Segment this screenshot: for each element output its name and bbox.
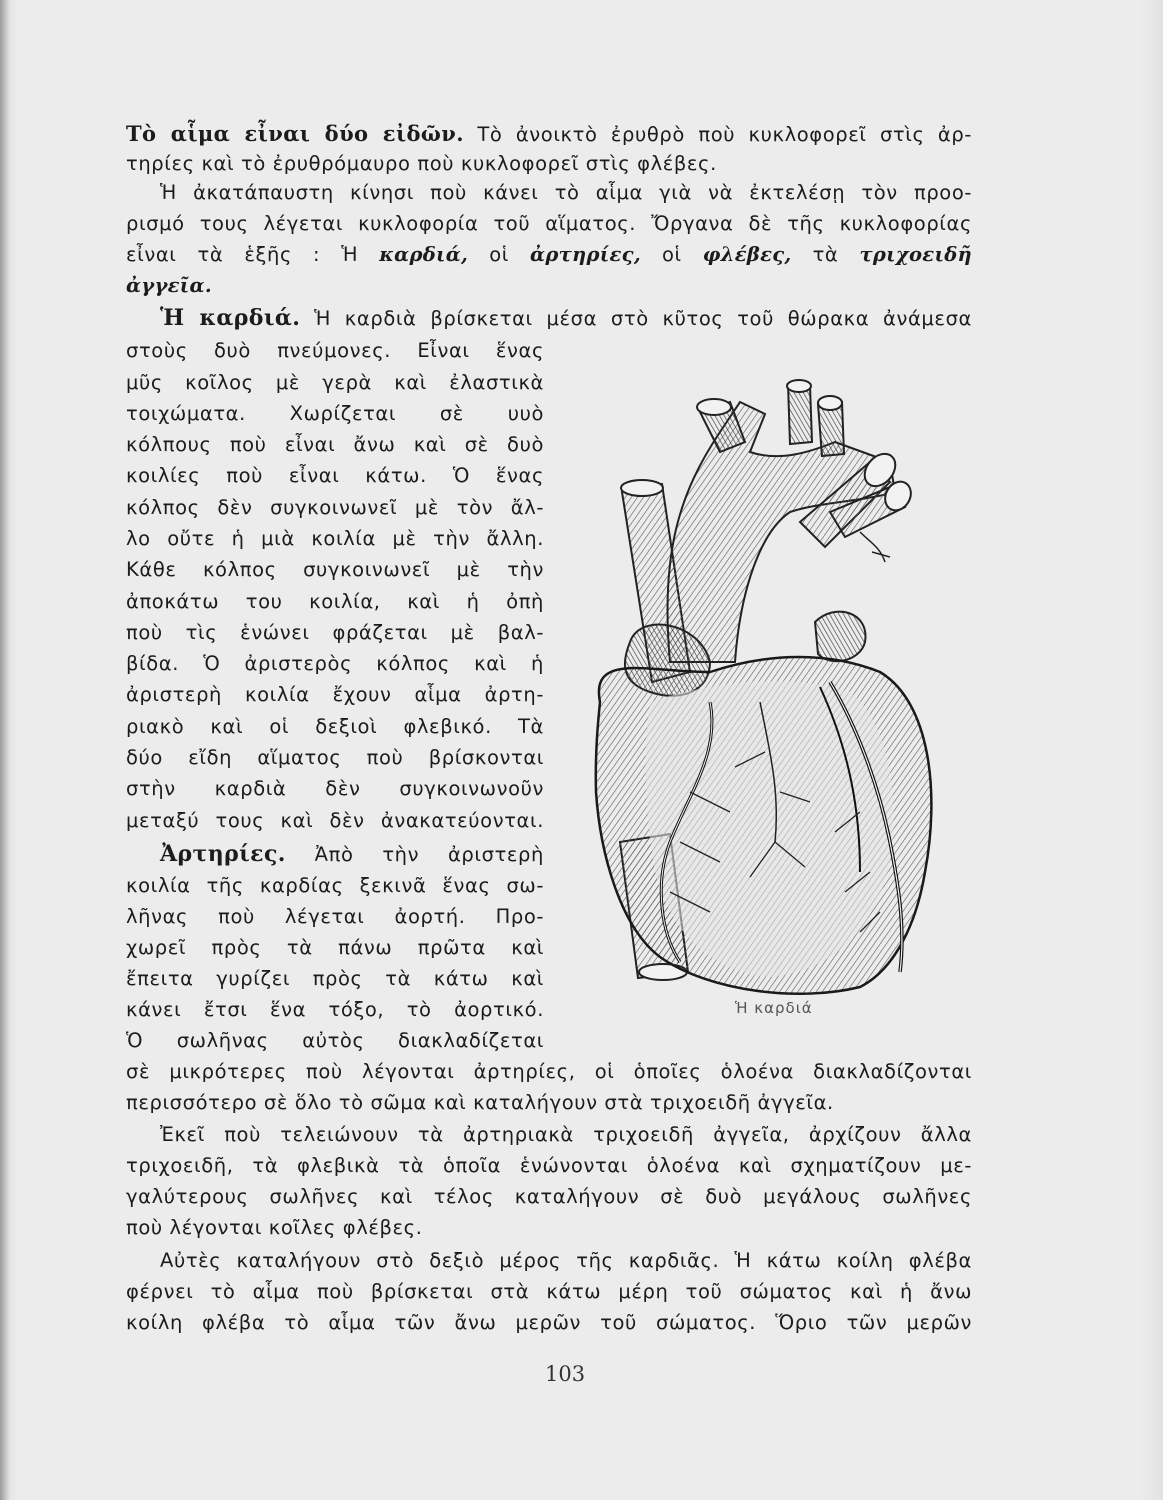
paragraph-3-line-1 (160, 306, 972, 331)
paragraph-1-line-1 (126, 122, 972, 147)
paragraph-3-line-2: στοὺς δυὸ πνεύμονες. Εἶναι ἕνας (126, 339, 544, 362)
heart-illustration (560, 372, 980, 1002)
paragraph-1-line-2: τηρίες καὶ τὸ ἐρυθρόμαυρο ποὺ κυκλοφορεῖ στὶς φλέβες. (126, 152, 717, 175)
term-arteries: ἀρτηρίες, (530, 243, 641, 266)
text-run: Ἡ καρδιὰ βρίσκεται μέσα στὸ κῦτος τοῦ θώρακα ἀνάμεσα (314, 307, 972, 330)
paragraph-4-line-6: κάνει ἔτσι ἕνα τόξο, τὸ ἀορτικό. (126, 998, 544, 1021)
paragraph-5-line-2: τριχοειδῆ, τὰ φλεβικὰ τὰ ὁποῖα ἑνώνονται ὁλοένα καὶ σχηματίζουν με- (126, 1154, 972, 1177)
paragraph-3-line-9: Κάθε κόλπος συγκοινωνεῖ μὲ τὴν (126, 558, 544, 581)
figure-caption: Ἡ καρδιά (735, 999, 813, 1017)
paragraph-4-line-1 (160, 842, 544, 867)
paragraph-4-line-2: κοιλία τῆς καρδίας ξεκινᾶ ἕνας σω- (126, 874, 544, 897)
heart-illustration-icon (560, 372, 980, 1002)
paragraph-6-line-1: Αὐτὲς καταλήγουν στὸ δεξιὸ μέρος τῆς καρδιᾶς. Ἡ κάτω κοίλη φλέβα (160, 1249, 972, 1272)
page-number: 103 (545, 1362, 586, 1386)
page-edge-shadow (0, 0, 10, 1500)
paragraph-3-line-10: ἀποκάτω του κοιλία, καὶ ἡ ὀπὴ (126, 590, 544, 613)
paragraph-4-line-8: σὲ μικρότερες ποὺ λέγονται ἀρτηρίες, οἱ ὁποῖες ὁλοένα διακλαδίζονται (126, 1060, 972, 1083)
paragraph-3-line-12: βίδα. Ὁ ἀριστερὸς κόλπος καὶ ἡ (126, 652, 544, 675)
paragraph-3-line-17: μεταξύ τους καὶ δὲν ἀνακατεύονται. (126, 809, 544, 832)
paragraph-4-line-3: λῆνας ποὺ λέγεται ἀορτή. Προ- (126, 905, 544, 928)
text-run: οἱ (661, 243, 682, 266)
text-run: οἱ (489, 243, 509, 266)
term-vessels: ἀγγεῖα. (126, 274, 212, 297)
paragraph-3-line-3: μῦς κοῖλος μὲ γερὰ καὶ ἐλαστικὰ (126, 371, 544, 394)
paragraph-3-line-15: δύο εἴδη αἵματος ποὺ βρίσκονται (126, 746, 544, 769)
paragraph-4-line-4: χωρεῖ πρὸς τὰ πάνω πρῶτα καὶ (126, 936, 544, 959)
paragraph-3-line-8: λο οὔτε ἡ μιὰ κοιλία μὲ τὴν ἄλλη. (126, 527, 544, 550)
paragraph-4-line-5: ἔπειτα γυρίζει πρὸς τὰ κάτω καὶ (126, 967, 544, 990)
paragraph-2-line-2: ρισμό τους λέγεται κυκλοφορία τοῦ αἵματος. Ὄργανα δὲ τῆς κυκλοφορίας (126, 212, 972, 235)
term-heart: καρδιά, (379, 243, 469, 266)
paragraph-2-line-4 (126, 274, 212, 298)
paragraph-2-line-3 (126, 243, 972, 267)
paragraph-3-line-7: κόλπος δὲν συγκοινωνεῖ μὲ τὸν ἄλ- (126, 496, 544, 519)
paragraph-3-line-5: κόλπους ποὺ εἶναι ἄνω καὶ σὲ δυὸ (126, 433, 544, 456)
paragraph-5-line-4: ποὺ λέγονται κοῖλες φλέβες. (126, 1216, 423, 1239)
text-run: Τὸ ἀνοικτὸ ἐρυθρὸ ποὺ κυκλοφορεῖ στὶς ἀρ- (477, 123, 972, 146)
heading-arteries: Ἀρτηρίες. (160, 841, 286, 867)
paragraph-3-line-4: τοιχώματα. Χωρίζεται σὲ υυὸ (126, 402, 544, 425)
paragraph-6-line-3: κοίλη φλέβα τὸ αἷμα τῶν ἄνω μερῶν τοῦ σώματος. Ὅριο τῶν μερῶν (126, 1311, 972, 1334)
paragraph-4-line-9: περισσότερο σὲ ὅλο τὸ σῶμα καὶ καταλήγουν στὰ τριχοειδῆ ἀγγεῖα. (126, 1091, 834, 1114)
paragraph-4-line-7: Ὁ σωλῆνας αὐτὸς διακλαδίζεται (126, 1029, 544, 1052)
paragraph-5-line-3: γαλύτερους σωλῆνες καὶ τέλος καταλήγουν σὲ δυὸ μεγάλους σωλῆνες (126, 1185, 972, 1208)
text-run: τὰ (812, 243, 839, 266)
term-veins: φλέβες, (702, 243, 792, 266)
text-run: Ἀπὸ τὴν ἀριστερὴ (314, 843, 544, 866)
term-capillaries: τριχοειδῆ (859, 243, 972, 266)
heading-heart: Ἡ καρδιά. (160, 305, 301, 331)
paragraph-2-line-1: Ἡ ἀκατάπαυστη κίνησι ποὺ κάνει τὸ αἷμα γιὰ νὰ ἐκτελέσῃ τὸν προο- (160, 181, 972, 204)
text-run: εἶναι τὰ ἑξῆς : Ἡ (126, 243, 359, 266)
heading-blood-types: Τὸ αἷμα εἶναι δύο εἰδῶν. (126, 121, 464, 146)
paragraph-3-line-13: ἀριστερὴ κοιλία ἔχουν αἷμα ἀρτη- (126, 683, 544, 706)
paragraph-3-line-16: στὴν καρδιὰ δὲν συγκοινωνοῦν (126, 777, 544, 800)
paragraph-6-line-2: φέρνει τὸ αἷμα ποὺ βρίσκεται στὰ κάτω μέρη τοῦ σώματος καὶ ἡ ἄνω (126, 1280, 972, 1303)
paragraph-5-line-1: Ἐκεῖ ποὺ τελειώνουν τὰ ἀρτηριακὰ τριχοειδῆ ἀγγεῖα, ἀρχίζουν ἄλλα (160, 1123, 972, 1146)
paragraph-3-line-6: κοιλίες ποὺ εἶναι κάτω. Ὁ ἕνας (126, 464, 544, 487)
paragraph-3-line-14: ριακὸ καὶ οἱ δεξιοὶ φλεβικό. Τὰ (126, 715, 544, 738)
paragraph-3-line-11: ποὺ τὶς ἑνώνει φράζεται μὲ βαλ- (126, 621, 544, 644)
